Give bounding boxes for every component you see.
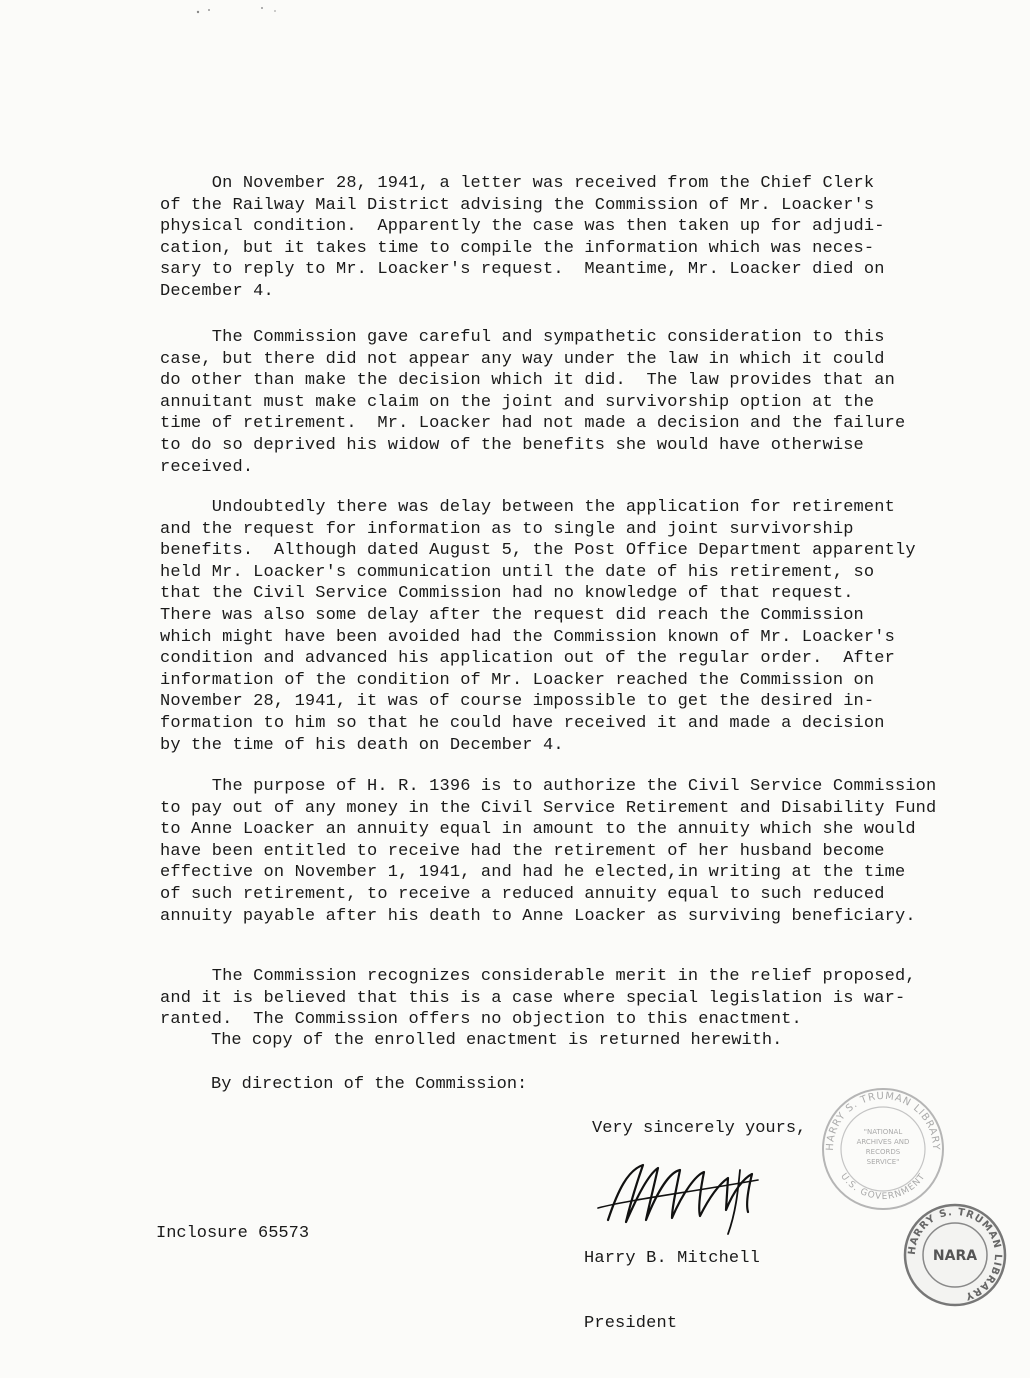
paragraph-purpose: [160, 776, 960, 927]
paragraph-line: of the Railway Mail District advising the Commission of Mr. Loacker's: [160, 195, 875, 215]
paragraph-line: of such retirement, to receive a reduced annuity equal to such reduced: [160, 884, 885, 904]
paragraph-line: ranted. The Commission offers no objection to this enactment.: [160, 1010, 802, 1030]
paragraph-line: that the Civil Service Commission had no knowledge of that request.: [160, 584, 854, 604]
paragraph-line: time of retirement. Mr. Loacker had not made a decision and the failure: [160, 414, 906, 434]
paragraph-line: The Commission gave careful and sympathetic consideration to this: [160, 328, 885, 347]
paragraph-line: case, but there did not appear any way under the law in which it could: [160, 349, 885, 369]
stamp-bottom-text: U.S. GOVERNMENT: [838, 1171, 928, 1203]
nara-center-text: NARA: [932, 1248, 978, 1264]
paragraph-line: benefits. Although dated August 5, the Post Office Department apparently: [160, 541, 916, 561]
direction-statement: By direction of the Commission:: [160, 1075, 528, 1094]
paragraph-line: do other than make the decision which it did. The law provides that an: [160, 371, 895, 391]
nara-ring-text: HARRY S. TRUMAN LIBRARY: [906, 1206, 1004, 1302]
paragraph-line: formation to him so that he could have received it and made a decision: [160, 713, 885, 733]
inclosure-reference: Inclosure 65573: [156, 1224, 310, 1243]
paragraph-line: have been entitled to receive had the retirement of her husband become: [160, 841, 885, 861]
paragraph-commission-consideration: [160, 327, 960, 478]
paragraph-line: received.: [160, 457, 254, 477]
paragraph-line: and it is believed that this is a case where special legislation is war-: [160, 988, 906, 1008]
truman-library-stamp: [818, 1084, 948, 1214]
paragraph-line: cation, but it takes time to compile the information which was neces-: [160, 238, 875, 258]
signer-name: Harry B. Mitchell: [584, 1249, 760, 1269]
return-statement: The copy of the enrolled enactment is returned herewith.: [160, 1031, 783, 1050]
scan-specks: [0, 0, 1030, 60]
closing-salutation: Very sincerely yours,: [592, 1119, 807, 1138]
paragraph-line: The purpose of H. R. 1396 is to authorize the Civil Service Commission: [160, 777, 937, 796]
paragraph-line: There was also some delay after the request did reach the Commission: [160, 605, 864, 625]
paragraph-line: sary to reply to Mr. Loacker's request. Meantime, Mr. Loacker died on: [160, 260, 885, 280]
paragraph-line: and the request for information as to single and joint survivorship: [160, 519, 854, 539]
paragraph-line: held Mr. Loacker's communication until the date of his retirement, so: [160, 562, 875, 582]
paragraph-line: information of the condition of Mr. Loacker reached the Commission on: [160, 670, 875, 690]
paragraph-line: annuity payable after his death to Anne Loacker as surviving beneficiary.: [160, 906, 916, 926]
paragraph-line: On November 28, 1941, a letter was received from the Chief Clerk: [160, 174, 875, 193]
stamp-center-line-3: RECORDS: [865, 1148, 901, 1156]
signer-block: [584, 1205, 760, 1378]
paragraph-line: annuitant must make claim on the joint and survivorship option at the: [160, 392, 875, 412]
paragraph-line: physical condition. Apparently the case was then taken up for adjudi-: [160, 217, 885, 237]
signer-title: President: [584, 1313, 678, 1333]
stamp-center-line-1: "NATIONAL: [863, 1128, 903, 1136]
paragraph-line: to pay out of any money in the Civil Service Retirement and Disability Fund: [160, 798, 937, 818]
paragraph-line: which might have been avoided had the Commission known of Mr. Loacker's: [160, 627, 895, 647]
paragraph-line: Undoubtedly there was delay between the application for retirement: [160, 498, 895, 517]
stamp-center-line-2: ARCHIVES AND: [856, 1138, 910, 1146]
paragraph-line: condition and advanced his application out of the regular order. After: [160, 649, 895, 669]
paragraph-railway-mail: [160, 173, 960, 303]
paragraph-line: to do so deprived his widow of the benefits she would have otherwise: [160, 435, 864, 455]
stamp-center-line-4: SERVICE": [866, 1158, 900, 1166]
nara-stamp: [900, 1200, 1010, 1310]
paragraph-line: by the time of his death on December 4.: [160, 735, 564, 755]
paragraph-merit: [160, 966, 960, 1031]
paragraph-line: to Anne Loacker an annuity equal in amount to the annuity which she would: [160, 820, 916, 840]
stamp-ring-text: HARRY S. TRUMAN LIBRARY: [824, 1090, 942, 1152]
paragraph-line: December 4.: [160, 281, 274, 301]
paragraph-delay: [160, 497, 960, 756]
paragraph-line: The Commission recognizes considerable merit in the relief proposed,: [160, 967, 916, 986]
paragraph-line: effective on November 1, 1941, and had he elected,in writing at the time: [160, 863, 906, 883]
paragraph-line: November 28, 1941, it was of course impossible to get the desired in-: [160, 692, 875, 712]
